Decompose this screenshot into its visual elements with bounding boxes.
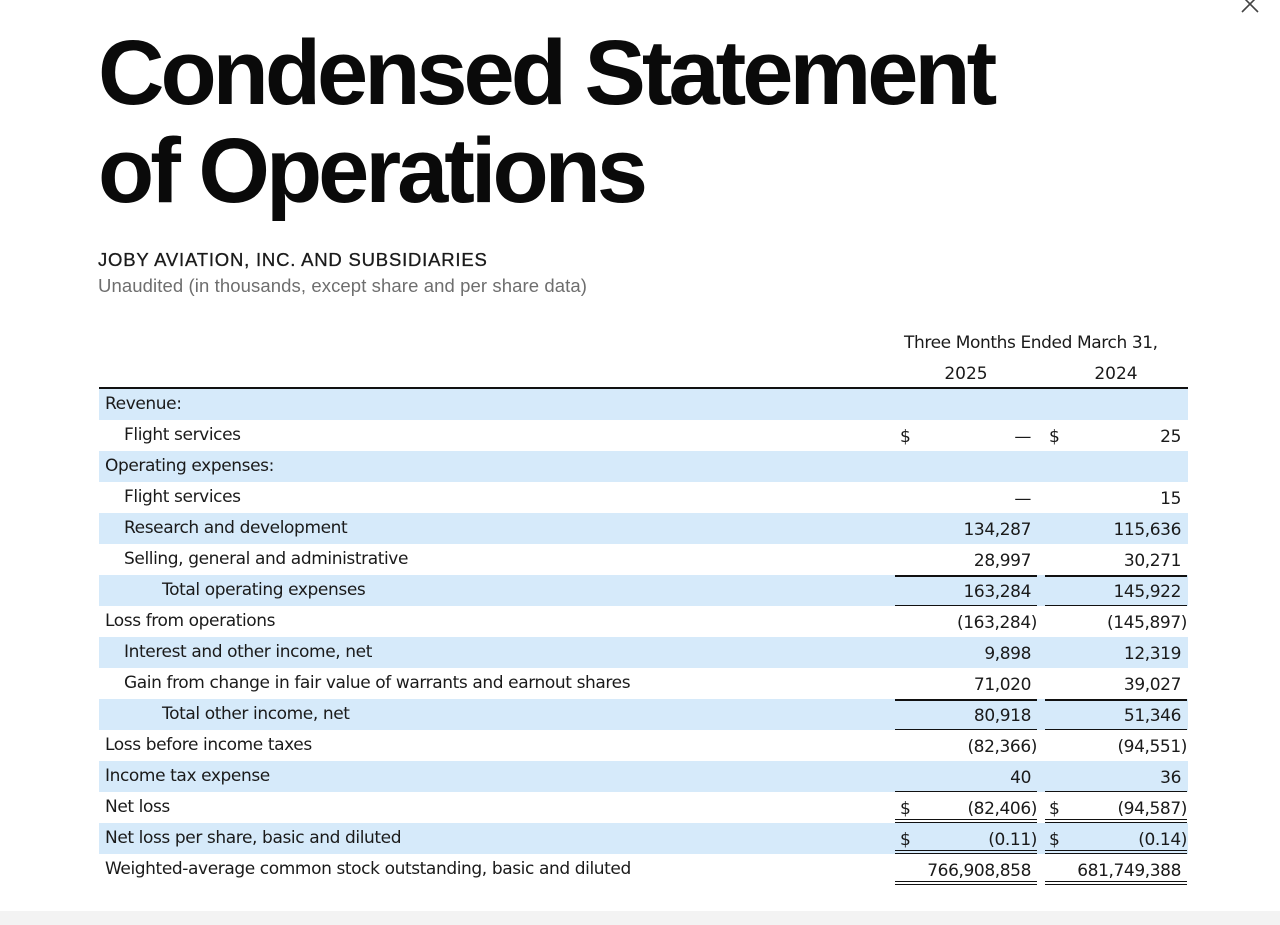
table-row [99,451,1188,482]
table-row [99,544,1188,575]
table-row [99,575,1188,606]
row-label: Loss before income taxes [105,735,312,755]
double-rule [1045,819,1187,821]
subtotal-rule [1045,699,1187,701]
value-2024: 36 [1160,768,1181,788]
value-2024: (94,587) [1117,799,1187,819]
table-row [99,420,1188,451]
row-label: Total operating expenses [162,580,366,600]
currency-symbol: $ [900,427,911,447]
table-row [99,389,1188,420]
value-2024: (145,897) [1107,613,1187,633]
period-header: Three Months Ended March 31, [904,333,1158,353]
value-2025: 9,898 [984,644,1031,664]
double-rule [1045,850,1187,852]
close-icon[interactable] [1240,0,1260,14]
row-label: Net loss per share, basic and diluted [105,828,402,848]
value-2025: — [1014,427,1031,447]
value-2025: (82,366) [967,737,1037,757]
row-label: Operating expenses: [105,456,274,476]
row-label: Net loss [105,797,170,817]
value-2024: 15 [1160,489,1181,509]
value-2024: 12,319 [1123,644,1181,664]
currency-symbol: $ [1049,830,1060,850]
row-label: Total other income, net [162,704,350,724]
company-name: JOBY AVIATION, INC. AND SUBSIDIARIES [98,249,488,270]
value-2025: (163,284) [957,613,1037,633]
subtotal-rule [895,575,1037,577]
title-line-1: Condensed Statement [98,22,994,124]
table-row [99,761,1188,792]
value-2025: 28,997 [973,551,1031,571]
value-2024: (94,551) [1117,737,1187,757]
value-2024: (0.14) [1138,830,1187,850]
table-row [99,606,1188,637]
table-row [99,637,1188,668]
value-2025: (0.11) [988,830,1037,850]
value-2025: (82,406) [967,799,1037,819]
bottom-band [0,911,1280,925]
value-2025: 80,918 [973,706,1031,726]
row-label: Weighted-average common stock outstanding, basic and diluted [105,859,631,879]
statement-subtitle: Unaudited (in thousands, except share and per share data) [98,275,588,296]
double-rule [895,819,1037,821]
table-row [99,513,1188,544]
value-2024: 115,636 [1113,520,1181,540]
table-row [99,730,1188,761]
value-2025: 766,908,858 [927,861,1031,881]
table-row [99,482,1188,513]
double-rule [1045,884,1187,886]
currency-symbol: $ [900,799,911,819]
row-label: Revenue: [105,394,182,414]
double-rule [895,850,1037,852]
title-line-2: of Operations [98,120,645,222]
value-2025: 134,287 [963,520,1031,540]
year-header-2024: 2024 [1094,364,1138,384]
value-2025: 163,284 [963,582,1031,602]
row-label: Loss from operations [105,611,276,631]
row-label: Income tax expense [105,766,270,786]
year-header-2025: 2025 [944,364,988,384]
row-label: Gain from change in fair value of warrants and earnout shares [124,673,631,693]
page-title [98,24,1218,220]
table-row [99,792,1188,823]
value-2024: 145,922 [1113,582,1181,602]
value-2024: 30,271 [1123,551,1181,571]
value-2025: 71,020 [973,675,1031,695]
row-label: Research and development [124,518,348,538]
value-2024: 681,749,388 [1077,861,1181,881]
currency-symbol: $ [900,830,911,850]
table-row [99,854,1188,885]
subtotal-rule [1045,575,1187,577]
value-2025: 40 [1010,768,1031,788]
row-label: Selling, general and administrative [124,549,409,569]
value-2024: 25 [1160,427,1181,447]
table-row [99,699,1188,730]
double-rule [1045,881,1187,883]
subtotal-rule [895,699,1037,701]
value-2024: 51,346 [1123,706,1181,726]
currency-symbol: $ [1049,427,1060,447]
double-rule [895,881,1037,883]
row-label: Flight services [124,487,241,507]
row-label: Interest and other income, net [124,642,372,662]
value-2025: — [1014,489,1031,509]
double-rule [895,884,1037,886]
table-row [99,668,1188,699]
row-label: Flight services [124,425,241,445]
statement-table [99,389,1188,885]
currency-symbol: $ [1049,799,1060,819]
value-2024: 39,027 [1123,675,1181,695]
table-row [99,823,1188,854]
